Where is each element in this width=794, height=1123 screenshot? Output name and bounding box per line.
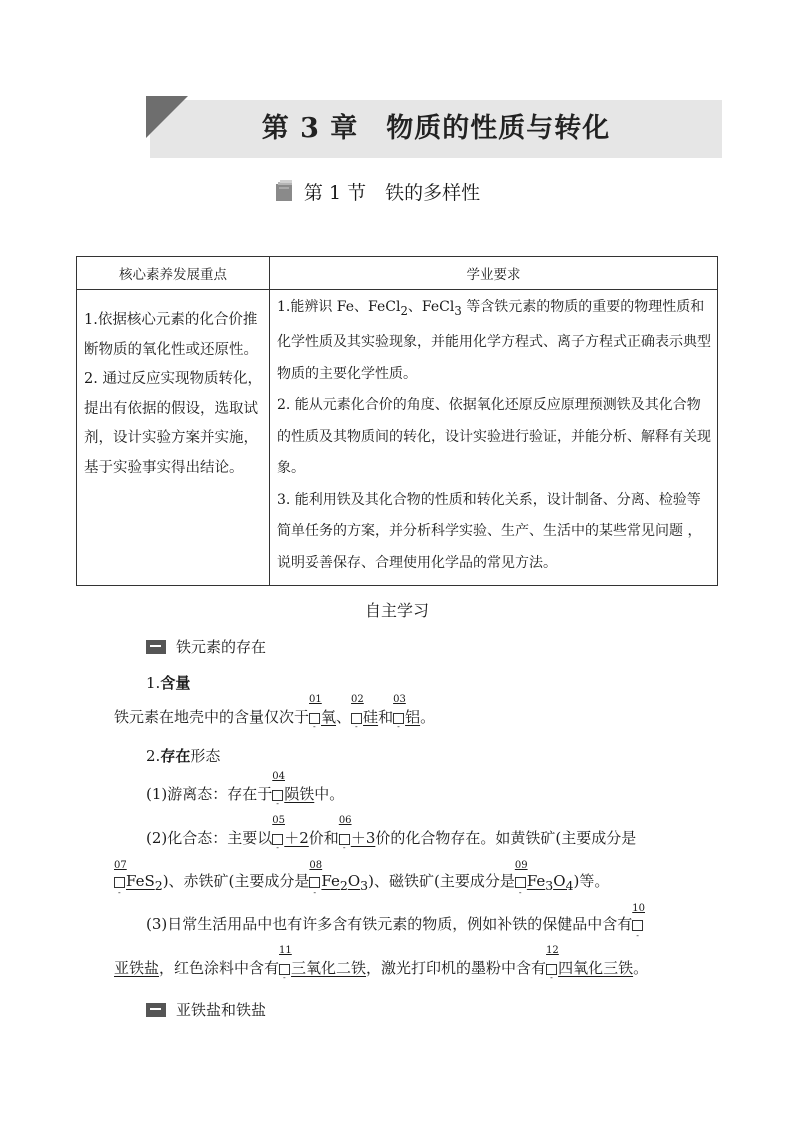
blank-07: 07 FeS$_2$ -	[114, 860, 163, 897]
combined-state-line-2: 07 FeS$_2$ - )、赤铁矿(主要成分是 08 $Fe_2O_3$ - )、磁铁矿(主要成分是 09 $Fe_3O_4$ - )等。	[114, 860, 610, 897]
core-item-2: 2. 通过反应实现物质转化，提出有依据的假设，选取试剂，设计实验方案并实施，基于实验事实得出结论。	[84, 371, 262, 476]
content-line: 铁元素在地壳中的含量仅次于 01 氧 - 、 02 硅 - 和 03 铝 - 。	[114, 694, 436, 731]
requirement-item-1: 1.能辨识 Fe、FeCl$_2$、FeCl$_3$ 等含铁元素的物质的重要的物理性质和化学性质及其实验现象，并能用化学方程式、离子方程式正确表示典型物质的主要化学性质。	[277, 299, 711, 382]
blank-10: 10 -	[632, 903, 645, 940]
blank-03: 03 铝 -	[393, 694, 421, 731]
answer-10: 亚铁盐	[114, 959, 160, 977]
requirements-table	[76, 256, 718, 586]
combined-state-line-1: (2)化合态：主要以 05 ＋2 - 价和 06 ＋3 - 价的化合物存在。如黄铁矿(主要成分是	[146, 815, 637, 852]
blank-06: 06 ＋3 -	[338, 815, 376, 852]
blank-12: 12 四氧化三铁 -	[546, 945, 634, 982]
section-heading-iron-existence	[146, 636, 266, 657]
blank-01: 01 氧 -	[309, 694, 337, 731]
core-item-1: 1.依据核心元素的化合价推断物质的氧化性或还原性。	[84, 312, 258, 358]
section-heading-text: 铁元素的存在	[176, 638, 267, 656]
section-heading-ferrous-ferric	[146, 999, 266, 1020]
requirement-item-3: 3. 能利用铁及其化合物的性质和转化关系，设计制备、分离、检验等简单任务的方案，并分析科学实验、生产、生活中的某些常见问题 ，说明妥善保存、合理使用化学品的常见方法。	[277, 491, 702, 571]
blank-05: 05 ＋2 -	[272, 815, 309, 852]
section-heading-text: 亚铁盐和铁盐	[176, 1001, 267, 1019]
chapter-title: 第 3 章 物质的性质与转化	[261, 113, 611, 144]
section-marker-icon	[146, 640, 166, 654]
table-header-row	[77, 257, 718, 290]
section-marker-icon	[146, 1003, 166, 1017]
free-state-line: (1)游离态：存在于 04 陨铁 - 中。	[146, 771, 345, 808]
sub-heading-content: 1.含量	[146, 674, 191, 692]
requirement-item-2: 2. 能从元素化合价的角度、依据氧化还原反应原理预测铁及其化合物的性质及其物质间的转化，设计实验进行验证，并能分析、解释有关现象。	[277, 397, 711, 477]
daily-use-line-1: (3)日常生活用品中也有许多含有铁元素的物质，例如补铁的保健品中含有 10 -	[146, 903, 645, 940]
sub-heading-form: 2.存在形态	[146, 747, 221, 765]
requirements-cell	[270, 290, 718, 586]
blank-04: 04 陨铁 -	[272, 771, 315, 808]
core-literacy-cell	[77, 290, 270, 586]
table-header-requirements: 学业要求	[270, 257, 718, 290]
book-icon	[274, 180, 294, 202]
blank-11: 11 三氧化二铁 -	[279, 945, 367, 982]
blank-08: 08 $Fe_2O_3$ -	[309, 860, 369, 897]
table-body-row	[77, 290, 718, 586]
self-study-heading: 自主学习	[364, 601, 429, 620]
blank-02: 02 硅 -	[351, 694, 379, 731]
section-title: 第 1 节 铁的多样性	[303, 181, 481, 204]
daily-use-line-2: 亚铁盐，红色涂料中含有 11 三氧化二铁 - ，激光打印机的墨粉中含有 12 四氧化三铁 - 。	[114, 945, 649, 982]
table-header-core: 核心素养发展重点	[77, 257, 270, 290]
section-title-row	[0, 174, 794, 208]
blank-09: 09 $Fe_3O_4$ -	[514, 860, 574, 897]
